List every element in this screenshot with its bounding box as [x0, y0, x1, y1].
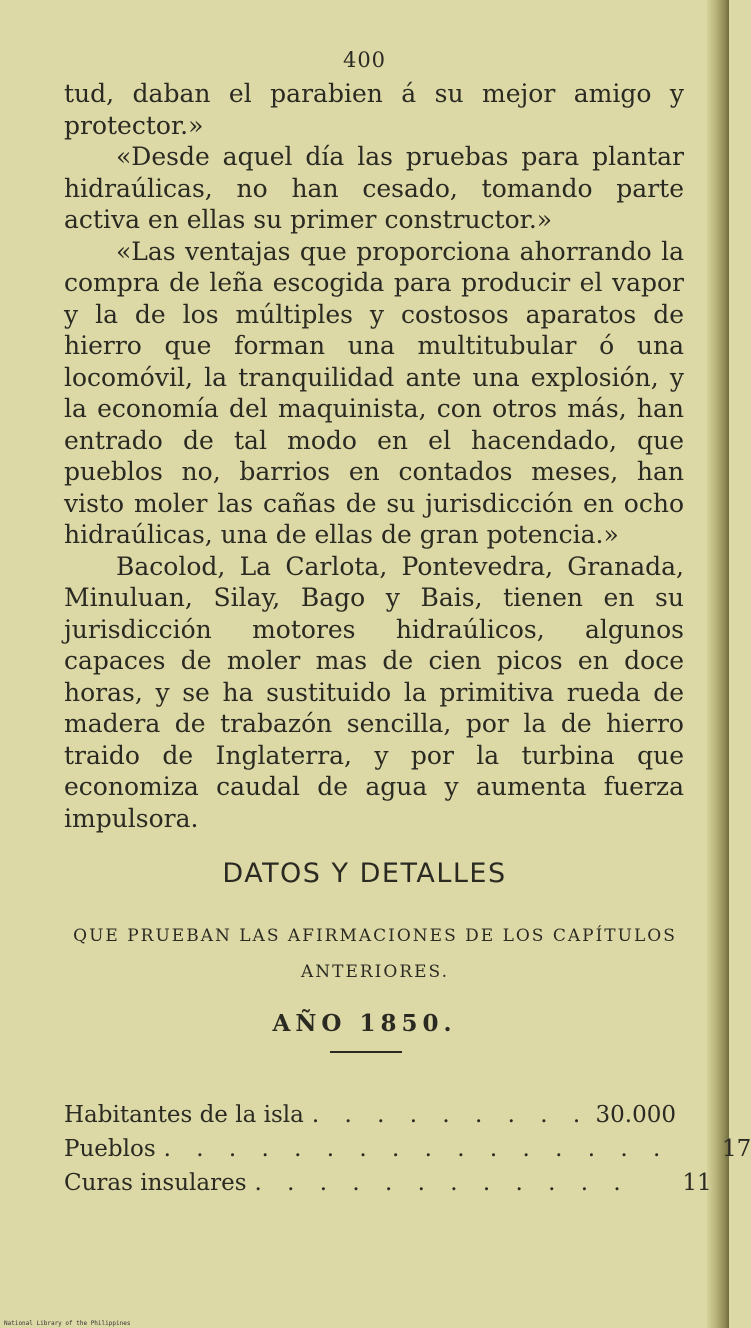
leader-dots: . . . . . . . . . . . .	[254, 1170, 630, 1196]
stat-value: 11	[682, 1170, 712, 1196]
stats-table	[64, 1098, 751, 1200]
stat-label: Pueblos	[64, 1136, 156, 1162]
section-title: DATOS Y DETALLES	[222, 858, 507, 889]
stat-label: Habitantes de la isla	[64, 1102, 304, 1128]
leader-dots: . . . . . . . . .	[311, 1102, 590, 1128]
stat-row	[64, 1132, 751, 1166]
stat-label: Curas insulares	[64, 1170, 247, 1196]
library-footer: National Library of the Philippines	[4, 1320, 131, 1327]
divider	[330, 1051, 402, 1053]
paragraph: Bacolod, La Carlota, Pontevedra, Granada, Minuluan, Silay, Bago y Bais, tienen en su jurisdicción motores hidraúlicos, algunos capaces de moler mas de cien picos en doce horas, y se ha sustituido la primitiva rueda de madera de trabazón sencilla, por la de hierro traido de Inglaterra, y por la turbina que economiza caudal de agua y aumenta fuerza impulsora.	[64, 551, 684, 833]
leader-dots: . . . . . . . . . . . . . . . .	[163, 1136, 670, 1162]
paragraph: «Desde aquel día las pruebas para plantar hidraúlicas, no han cesado, tomando parte activa en ellas su primer constructor.»	[64, 142, 684, 234]
stat-row	[64, 1166, 712, 1200]
stat-value: 17	[722, 1136, 751, 1162]
section-subtitle: QUE PRUEBAN LAS AFIRMACIONES DE LOS CAPÍTULOS ANTERIORES.	[73, 926, 677, 982]
year-heading: AÑO 1850.	[272, 1010, 457, 1037]
stat-value: 30.000	[595, 1102, 676, 1128]
page-number: 400	[342, 48, 387, 72]
paragraph: «Las ventajas que proporciona ahorrando la compra de leña escogida para producir el vapor y la de los múltiples y costosos aparatos de hierro que forman una multitubular ó una locomóvil, la tranquilidad ante una explosión, y la economía del maquinista, con otros más, han entrado de tal modo en el hacendado, que pueblos no, barrios en contados meses, han visto moler las cañas de su jurisdicción en ocho hidraúlicas, una de ellas de gran potencia.»	[64, 236, 684, 549]
stat-row	[64, 1098, 676, 1132]
page-edge	[707, 0, 729, 1328]
paragraph: tud, daban el parabien á su mejor amigo y protector.»	[64, 79, 684, 140]
body-text	[64, 78, 684, 834]
